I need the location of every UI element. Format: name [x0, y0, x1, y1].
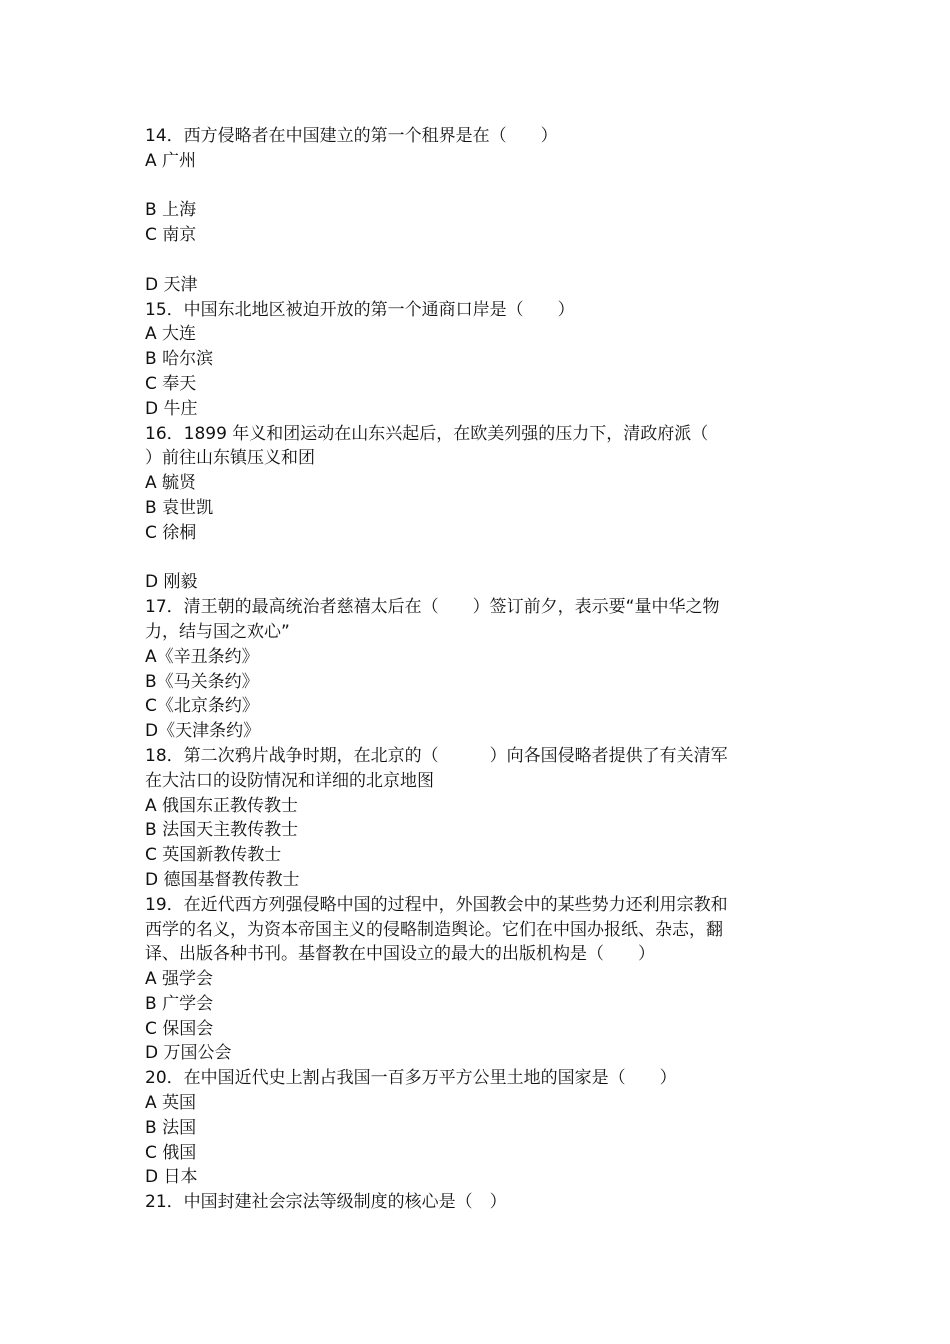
question-block: [145, 298, 805, 422]
question-stem-line: 18．第二次鸦片战争时期，在北京的（ ）向各国侵略者提供了有关清军: [145, 745, 728, 766]
answer-option: D 牛庄: [145, 398, 198, 419]
answer-option: C 南京: [145, 225, 197, 246]
question-stem-line: 译、出版各种书刊。基督教在中国设立的最大的出版机构是（ ）: [145, 944, 655, 965]
answer-option: C 徐桐: [145, 522, 197, 543]
answer-option: C 保国会: [145, 1018, 214, 1039]
answer-option: D《天津条约》: [145, 721, 261, 742]
answer-option: A《辛丑条约》: [145, 646, 259, 667]
question-block: [145, 595, 805, 744]
question-stem-line: 西学的名义，为资本帝国主义的侵略制造舆论。它们在中国办报纸、杂志，翻: [145, 919, 723, 940]
answer-option: A 广州: [145, 150, 197, 171]
answer-option: C 俄国: [145, 1142, 197, 1163]
answer-option: A 强学会: [145, 969, 214, 990]
question-stem-line: 在大沽口的设防情况和详细的北京地图: [145, 770, 434, 791]
question-stem-line: 21．中国封建社会宗法等级制度的核心是（ ）: [145, 1192, 507, 1213]
question-stem-line: 力，结与国之欢心”: [145, 621, 290, 642]
question-block: [145, 744, 805, 893]
answer-option: B 法国天主教传教士: [145, 820, 299, 841]
answer-option: D 万国公会: [145, 1043, 232, 1064]
question-stem-line: 16．1899 年义和团运动在山东兴起后，在欧美列强的压力下，清政府派（: [145, 423, 709, 444]
blank-line: [145, 546, 805, 571]
answer-option: B 法国: [145, 1117, 197, 1138]
answer-option: C《北京条约》: [145, 696, 259, 717]
answer-option: A 俄国东正教传教士: [145, 795, 299, 816]
answer-option: D 天津: [145, 274, 198, 295]
answer-option: D 刚毅: [145, 572, 198, 593]
question-stem-line: 19．在近代西方列强侵略中国的过程中，外国教会中的某些势力还利用宗教和: [145, 894, 728, 915]
question-list: [145, 124, 805, 1215]
question-block: [145, 1066, 805, 1190]
answer-option: A 大连: [145, 324, 197, 345]
answer-option: B 袁世凯: [145, 497, 214, 518]
answer-option: B 广学会: [145, 993, 214, 1014]
answer-option: A 毓贤: [145, 473, 197, 494]
answer-option: B《马关条约》: [145, 671, 259, 692]
question-stem-line: 20．在中国近代史上割占我国一百多万平方公里土地的国家是（ ）: [145, 1068, 677, 1089]
blank-line: [145, 248, 805, 273]
answer-option: A 英国: [145, 1093, 197, 1114]
answer-option: D 德国基督教传教士: [145, 869, 300, 890]
answer-option: C 奉天: [145, 373, 197, 394]
question-block: [145, 893, 805, 1067]
question-stem-line: 14．西方侵略者在中国建立的第一个租界是在（ ）: [145, 126, 558, 146]
question-stem-line: 15．中国东北地区被迫开放的第一个通商口岸是（ ）: [145, 299, 575, 320]
question-block: [145, 422, 805, 596]
question-block: [145, 124, 805, 298]
question-stem-line: ）前往山东镇压义和团: [145, 448, 315, 469]
question-block: [145, 1190, 805, 1215]
answer-option: B 哈尔滨: [145, 349, 214, 370]
question-stem-line: 17．清王朝的最高统治者慈禧太后在（ ）签订前夕，表示要“量中华之物: [145, 597, 720, 618]
blank-line: [145, 174, 805, 199]
answer-option: C 英国新教传教士: [145, 845, 282, 866]
answer-option: B 上海: [145, 200, 197, 221]
answer-option: D 日本: [145, 1167, 198, 1188]
